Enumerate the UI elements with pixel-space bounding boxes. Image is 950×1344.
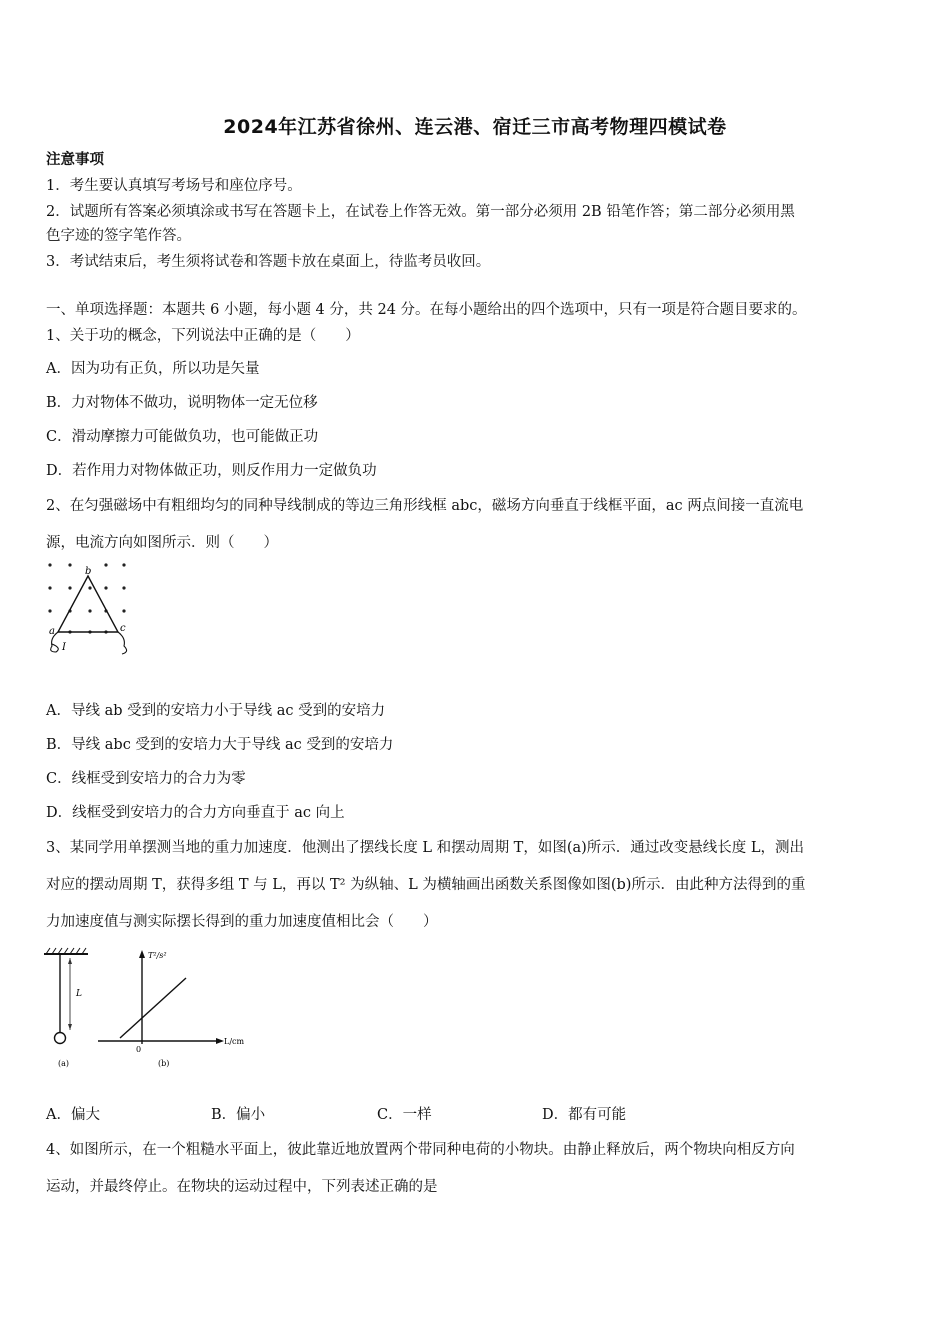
- question-1-option-b: B．力对物体不做功，说明物体一定无位移: [46, 395, 318, 411]
- question-3-option-c: C．一样: [377, 1107, 432, 1123]
- notice-heading: 注意事项: [46, 151, 104, 168]
- question-2-stem-line2: 源，电流方向如图所示．则（ ）: [46, 535, 278, 551]
- y-axis-label: T²/s²: [148, 951, 167, 960]
- question-2-stem-line1: 2、在匀强磁场中有粗细均匀的同种导线制成的等边三角形线框 abc，磁场方向垂直于线框平面，ac 两点间接一直流电: [46, 498, 804, 514]
- question-1-option-d: D．若作用力对物体做正功，则反作用力一定做负功: [46, 463, 377, 479]
- question-3-option-d: D．都有可能: [542, 1107, 627, 1123]
- question-3-stem-line1: 3、某同学用单摆测当地的重力加速度．他测出了摆线长度 L 和摆动周期 T，如图(a)所示．通过改变悬线长度 L，测出: [46, 840, 805, 856]
- notice-item: 色字迹的签字笔作答。: [46, 228, 191, 244]
- lead-wire-right: [118, 632, 127, 654]
- notice-item: 2．试题所有答案必须填涂或书写在答题卡上，在试卷上作答无效。第一部分必须用 2B 铅笔作答；第二部分必须用黑: [46, 204, 795, 220]
- question-3-figure: [40, 944, 260, 1074]
- triangle-frame: [58, 576, 118, 632]
- question-2-option-a: A．导线 ab 受到的安培力小于导线 ac 受到的安培力: [46, 703, 386, 719]
- pendulum-figure-a: [44, 948, 88, 1068]
- section-heading: 一、单项选择题：本题共 6 小题，每小题 4 分，共 24 分。在每小题给出的四个选项中，只有一项是符合题目要求的。: [46, 302, 807, 318]
- label-current: I: [62, 642, 66, 653]
- label-figure-a: (a): [58, 1059, 70, 1068]
- label-c: c: [120, 623, 126, 634]
- question-1-option-a: A．因为功有正负，所以功是矢量: [46, 361, 260, 377]
- graph-line: [120, 978, 186, 1038]
- label-length: L: [76, 989, 82, 999]
- question-3-option-b: B．偏小: [211, 1107, 266, 1123]
- question-3-stem-line2: 对应的摆动周期 T，获得多组 T 与 L，再以 T² 为纵轴、L 为横轴画出函数关系图像如图(b)所示．由此种方法得到的重: [46, 877, 806, 893]
- origin-label: 0: [136, 1045, 142, 1054]
- question-4-stem-line2: 运动，并最终停止。在物块的运动过程中，下列表述正确的是: [46, 1179, 438, 1195]
- question-3-stem-line3: 力加速度值与测实际摆长得到的重力加速度值相比会（ ）: [46, 914, 438, 930]
- label-b: b: [85, 566, 92, 577]
- question-1-option-c: C．滑动摩擦力可能做负功，也可能做正功: [46, 429, 319, 445]
- question-2-figure: [40, 558, 140, 663]
- question-2-option-c: C．线框受到安培力的合力为零: [46, 771, 246, 787]
- question-2-option-b: B．导线 abc 受到的安培力大于导线 ac 受到的安培力: [46, 737, 394, 753]
- x-axis-label: L/cm: [224, 1037, 245, 1046]
- question-4-stem-line1: 4、如图所示，在一个粗糙水平面上，彼此靠近地放置两个带同种电荷的小物块。由静止释放后，两个物块向相反方向: [46, 1142, 795, 1158]
- question-1-stem: 1、关于功的概念，下列说法中正确的是（ ）: [46, 328, 360, 344]
- graph-figure-b: [98, 950, 244, 1068]
- notice-item: 1．考生要认真填写考场号和座位序号。: [46, 178, 302, 194]
- question-2-option-d: D．线框受到安培力的合力方向垂直于 ac 向上: [46, 805, 345, 821]
- label-figure-b: (b): [158, 1059, 170, 1068]
- question-3-option-a: A．偏大: [46, 1107, 100, 1123]
- page-title: 2024年江苏省徐州、连云港、宿迁三市高考物理四模试卷: [223, 116, 727, 138]
- notice-item: 3．考试结束后，考生须将试卷和答题卡放在桌面上，待监考员收回。: [46, 254, 491, 270]
- label-a: a: [49, 626, 55, 637]
